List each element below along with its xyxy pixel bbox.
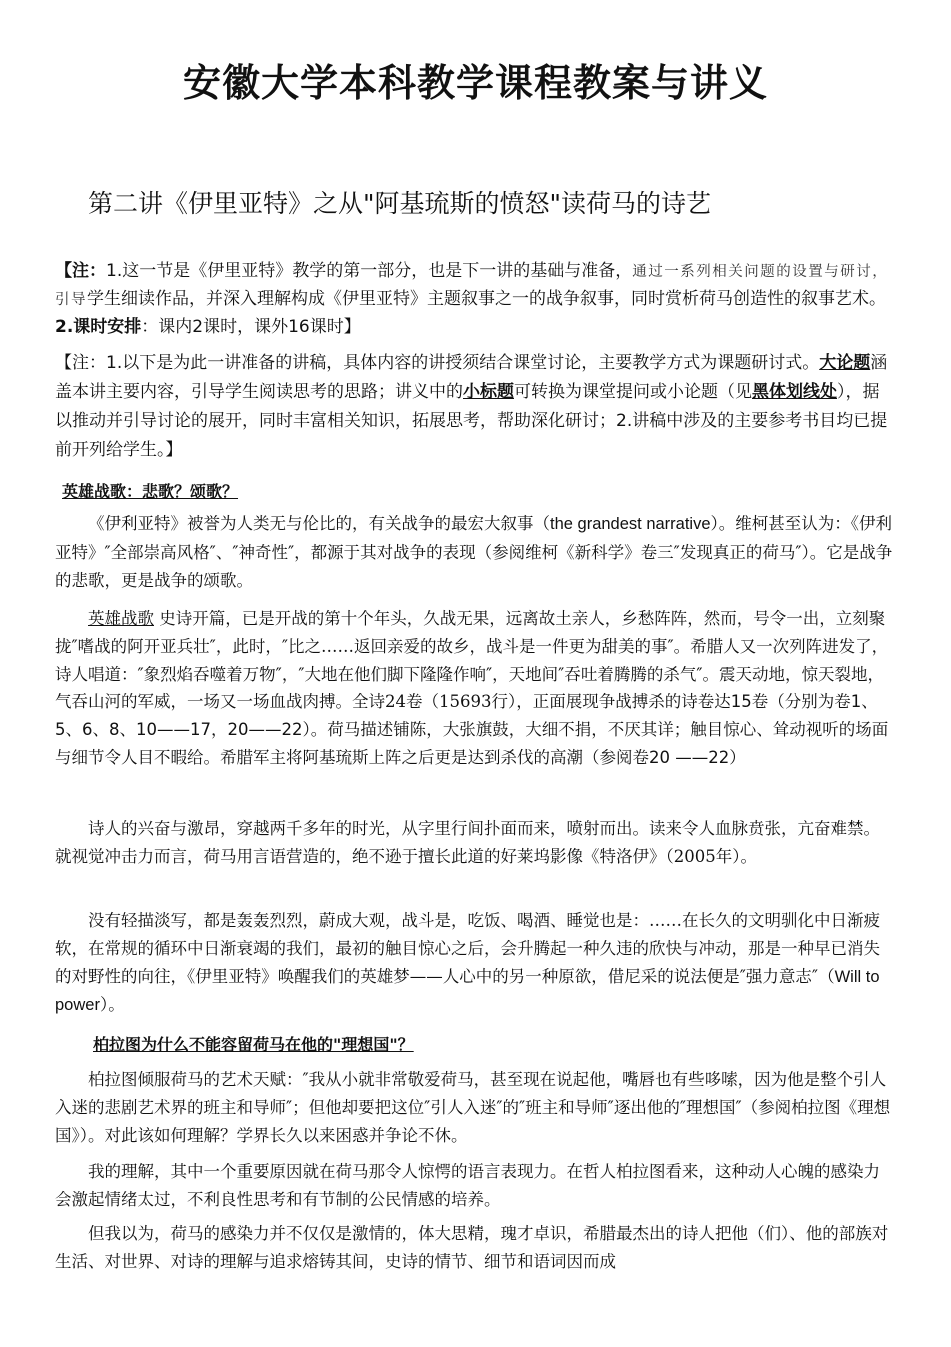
paragraph-expressive-power: 我的理解，其中一个重要原因就在荷马那令人惊愕的语言表现力。在哲人柏拉图看来，这种动人心魄的感染力会激起情绪太过，不利良性思考和有节制的公民情感的培养。 (55, 1162, 880, 1209)
note1-open: 【注： (55, 261, 106, 281)
inline-label-hero-war-song: 英雄战歌 (88, 609, 154, 628)
paragraph-plato-admires-homer: 柏拉图倾服荷马的艺术天赋：″我从小就非常敬爱荷马，甚至现在说起他，嘴唇也有些哆嗦，因为他是整个引人入迷的悲剧艺术界的班主和导师″；但他却要把这位″引人入迷″的″班主和导师″逐出他的″理想国″（参阅柏拉图《理想国》）。对此该如何理解？学界长久以来困惑并争论不休。 (55, 1070, 891, 1145)
paragraph-will-to-power: 没有轻描淡写，都是轰轰烈烈，蔚成大观，战斗是，吃饭、喝酒、睡觉也是：……在长久的文明驯化中日渐疲软，在常规的循环中日渐衰竭的我们，最初的触目惊心之后，会升腾起一种久违的欣快与冲动，那是一种早已消失的对野性的向往，《伊里亚特》唤醒我们的英雄梦——人心中的另一种原欲，借尼采的说法便是″强力意志″（Will to power）。 (55, 911, 880, 1015)
note2-major-topic: 大论题 (819, 353, 871, 373)
note2-part-e: 可转换为课堂提问或小论题（见 (514, 382, 752, 402)
course-note-2 (55, 349, 895, 465)
lecture-subtitle: 第二讲《伊里亚特》之从"阿基琉斯的愤怒"读荷马的诗艺 (88, 189, 712, 218)
note2-part-c: 涵盖本讲主要内容，引导学生阅读思考的思路；讲义中的 (55, 353, 888, 402)
note1-part-a: 1.这一节是《伊里亚特》教学的第一部分，也是下一讲的基础与准备， (106, 261, 633, 281)
note2-subheading: 小标题 (463, 382, 514, 402)
section-heading-plato-republic: 柏拉图为什么不能容留荷马在他的"理想国"？ (93, 1035, 414, 1054)
course-note-1 (55, 258, 895, 341)
paragraph-hero-war-song: 英雄战歌 史诗开篇，已是开战的第十个年头，久战无果，远离故土亲人，乡愁阵阵，然而，号令一出，立刻聚拢″嗜战的阿开亚兵壮″，此时，″比之……返回亲爱的故乡，战斗是一件更为甜美的事″。希腊人又一次列阵进发了，诗人唱道：″象烈焰吞噬着万物″，″大地在他们脚下隆隆作响″，天地间″吞吐着腾腾的杀气″。震天动地，惊天裂地，气吞山河的军威，一场又一场血战肉搏。全诗24卷（15693行），正面展现争战搏杀的诗卷达15卷（分别为卷1、5、6、8、10——17，20——22）。荷马描述铺陈，大张旗鼓，大细不捐，不厌其详；触目惊心、耸动视听的场面与细节令人目不暇给。希腊军主将阿基琉斯上阵之后更是达到杀伐的高潮（参阅卷20 ——22） (55, 609, 889, 767)
page-title: 安徽大学本科教学课程教案与讲义 (182, 61, 768, 105)
note2-part-g: ），据以推动并引导讨论的展开，同时丰富相关知识，拓展思考，帮助深化研讨；2.讲稿中涉及的主要参考书目均已提前开列给学生。】 (55, 382, 888, 460)
note1-part-b: 通过一系列相关问题的设置与研讨，引导 (55, 264, 889, 308)
paragraph-homer-influence: 但我以为，荷马的感染力并不仅仅是激情的，体大思精，瑰才卓识，希腊最杰出的诗人把他（们）、他的部族对生活、对世界、对诗的理解与追求熔铸其间，史诗的情节、细节和语词因而成 (55, 1224, 889, 1271)
note1-part-c: 学生细读作品，并深入理解构成《伊里亚特》主题叙事之一的战争叙事，同时赏析荷马创造性的叙事艺术。 (87, 289, 886, 309)
note2-part-a: 【注：1.以下是为此一讲准备的讲稿，具体内容的讲授须结合课堂讨论，主要教学方式为课题研讨式。 (55, 353, 820, 373)
paragraph-grandest-narrative: 《伊利亚特》被誉为人类无与伦比的，有关战争的最宏大叙事（the grandest narrative）。维柯甚至认为：《伊利亚特》″全部崇高风格″、″神奇性″，都源于其对战争的表现（参阅维柯《新科学》卷三″发现真正的荷马″）。它是战争的悲歌，更是战争的颂歌。 (55, 514, 893, 590)
paragraph-poet-excitement: 诗人的兴奋与激昂，穿越两千多年的时光，从字里行间扑面而来，喷射而出。读来令人血脉贲张，亢奋难禁。就视觉冲击力而言，荷马用言语营造的，绝不逊于擅长此道的好莱坞影像《特洛伊》（2005年）。 (55, 819, 880, 866)
note1-schedule-label: 2.课时安排 (55, 317, 142, 337)
note1-schedule-value: ：课内2课时，课外16课时】 (141, 317, 361, 337)
note2-bold-underline: 黑体划线处 (752, 382, 837, 402)
section-heading-hero-war-song: 英雄战歌：悲歌？颂歌？ (62, 482, 239, 501)
